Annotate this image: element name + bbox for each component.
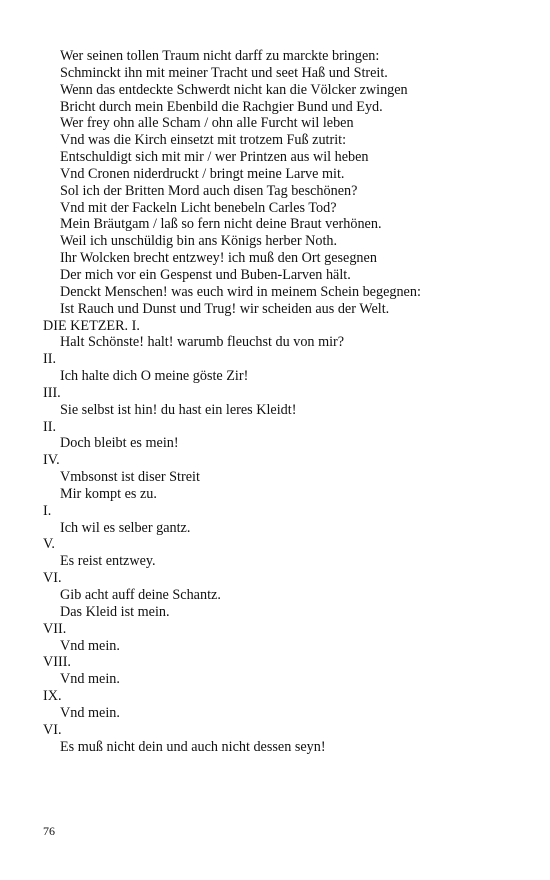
verse-line: Der mich vor ein Gespenst und Buben-Larven hält. <box>60 266 351 283</box>
speaker-label: II. <box>43 351 56 368</box>
verse-line: Vnd was die Kirch einsetzt mit trotzem Fuß zutrit: <box>60 132 347 149</box>
verse-line: Sie selbst ist hin! du hast ein leres Kleidt! <box>60 401 297 418</box>
verse-line: Schminckt ihn mit meiner Tracht und seet Haß und Streit. <box>60 64 388 81</box>
verse-line: Halt Schönste! halt! warumb fleuchst du von mir? <box>60 334 345 351</box>
verse-line: Ihr Wolcken brecht entzwey! ich muß den Ort gesegnen <box>60 250 377 267</box>
verse-line: Vnd mein. <box>60 704 120 721</box>
verse-line: Entschuldigt sich mit mir / wer Printzen aus wil heben <box>60 149 369 166</box>
verse-line: Vnd mein. <box>60 637 120 654</box>
verse-line: Mir kompt es zu. <box>60 485 157 502</box>
verse-line: Vnd mit der Fackeln Licht benebeln Carles Tod? <box>60 199 337 216</box>
verse-line: Wenn das entdeckte Schwerdt nicht kan die Völcker zwingen <box>60 81 408 98</box>
speaker-label: VIII. <box>43 654 71 671</box>
verse-line: Es muß nicht dein und auch nicht dessen seyn! <box>60 738 326 755</box>
speaker-label: V. <box>43 536 55 553</box>
verse-line: Das Kleid ist mein. <box>60 603 170 620</box>
speaker-label: III. <box>43 384 61 401</box>
speaker-label: IX. <box>43 688 62 705</box>
verse-line: Mein Bräutgam / laß so fern nicht deine Braut verhönen. <box>60 216 382 233</box>
verse-line: Ich halte dich O meine göste Zir! <box>60 368 249 385</box>
page-number: 76 <box>43 824 55 838</box>
verse-line: Bricht durch mein Ebenbild die Rachgier Bund und Eyd. <box>60 98 383 115</box>
verse-line: Doch bleibt es mein! <box>60 435 179 452</box>
speaker-label: VII. <box>43 620 67 637</box>
speaker-label: VI. <box>43 721 62 738</box>
verse-line: Gib acht auff deine Schantz. <box>60 587 221 603</box>
verse-line: Weil ich unschüldig bin ans Königs herber Noth. <box>60 233 338 250</box>
verse-line: Vnd Cronen niderdruckt / bringt meine Larve mit. <box>60 165 345 182</box>
speaker-label: VI. <box>43 570 62 587</box>
verse-line: Es reist entzwey. <box>60 553 156 570</box>
speaker-label: II. <box>43 418 56 435</box>
verse-line: Wer seinen tollen Traum nicht darff zu marckte bringen: <box>60 48 380 64</box>
verse-line: Vmbsonst ist diser Streit <box>60 469 200 486</box>
verse-line: Denckt Menschen! was euch wird in meinem Schein begegnen: <box>60 283 421 300</box>
text-block <box>43 48 523 755</box>
verse-line: Sol ich der Britten Mord auch disen Tag beschönen? <box>60 182 358 199</box>
verse-line: Ich wil es selber gantz. <box>60 519 191 536</box>
speaker-label: I. <box>43 502 52 519</box>
verse-line: Vnd mein. <box>60 671 120 688</box>
verse-line: Wer frey ohn alle Scham / ohn alle Furcht wil leben <box>60 115 354 132</box>
speaker-label: DIE KETZER. I. <box>43 317 140 334</box>
speaker-label: IV. <box>43 452 60 469</box>
verse-line: Ist Rauch und Dunst und Trug! wir scheiden aus der Welt. <box>60 300 390 317</box>
